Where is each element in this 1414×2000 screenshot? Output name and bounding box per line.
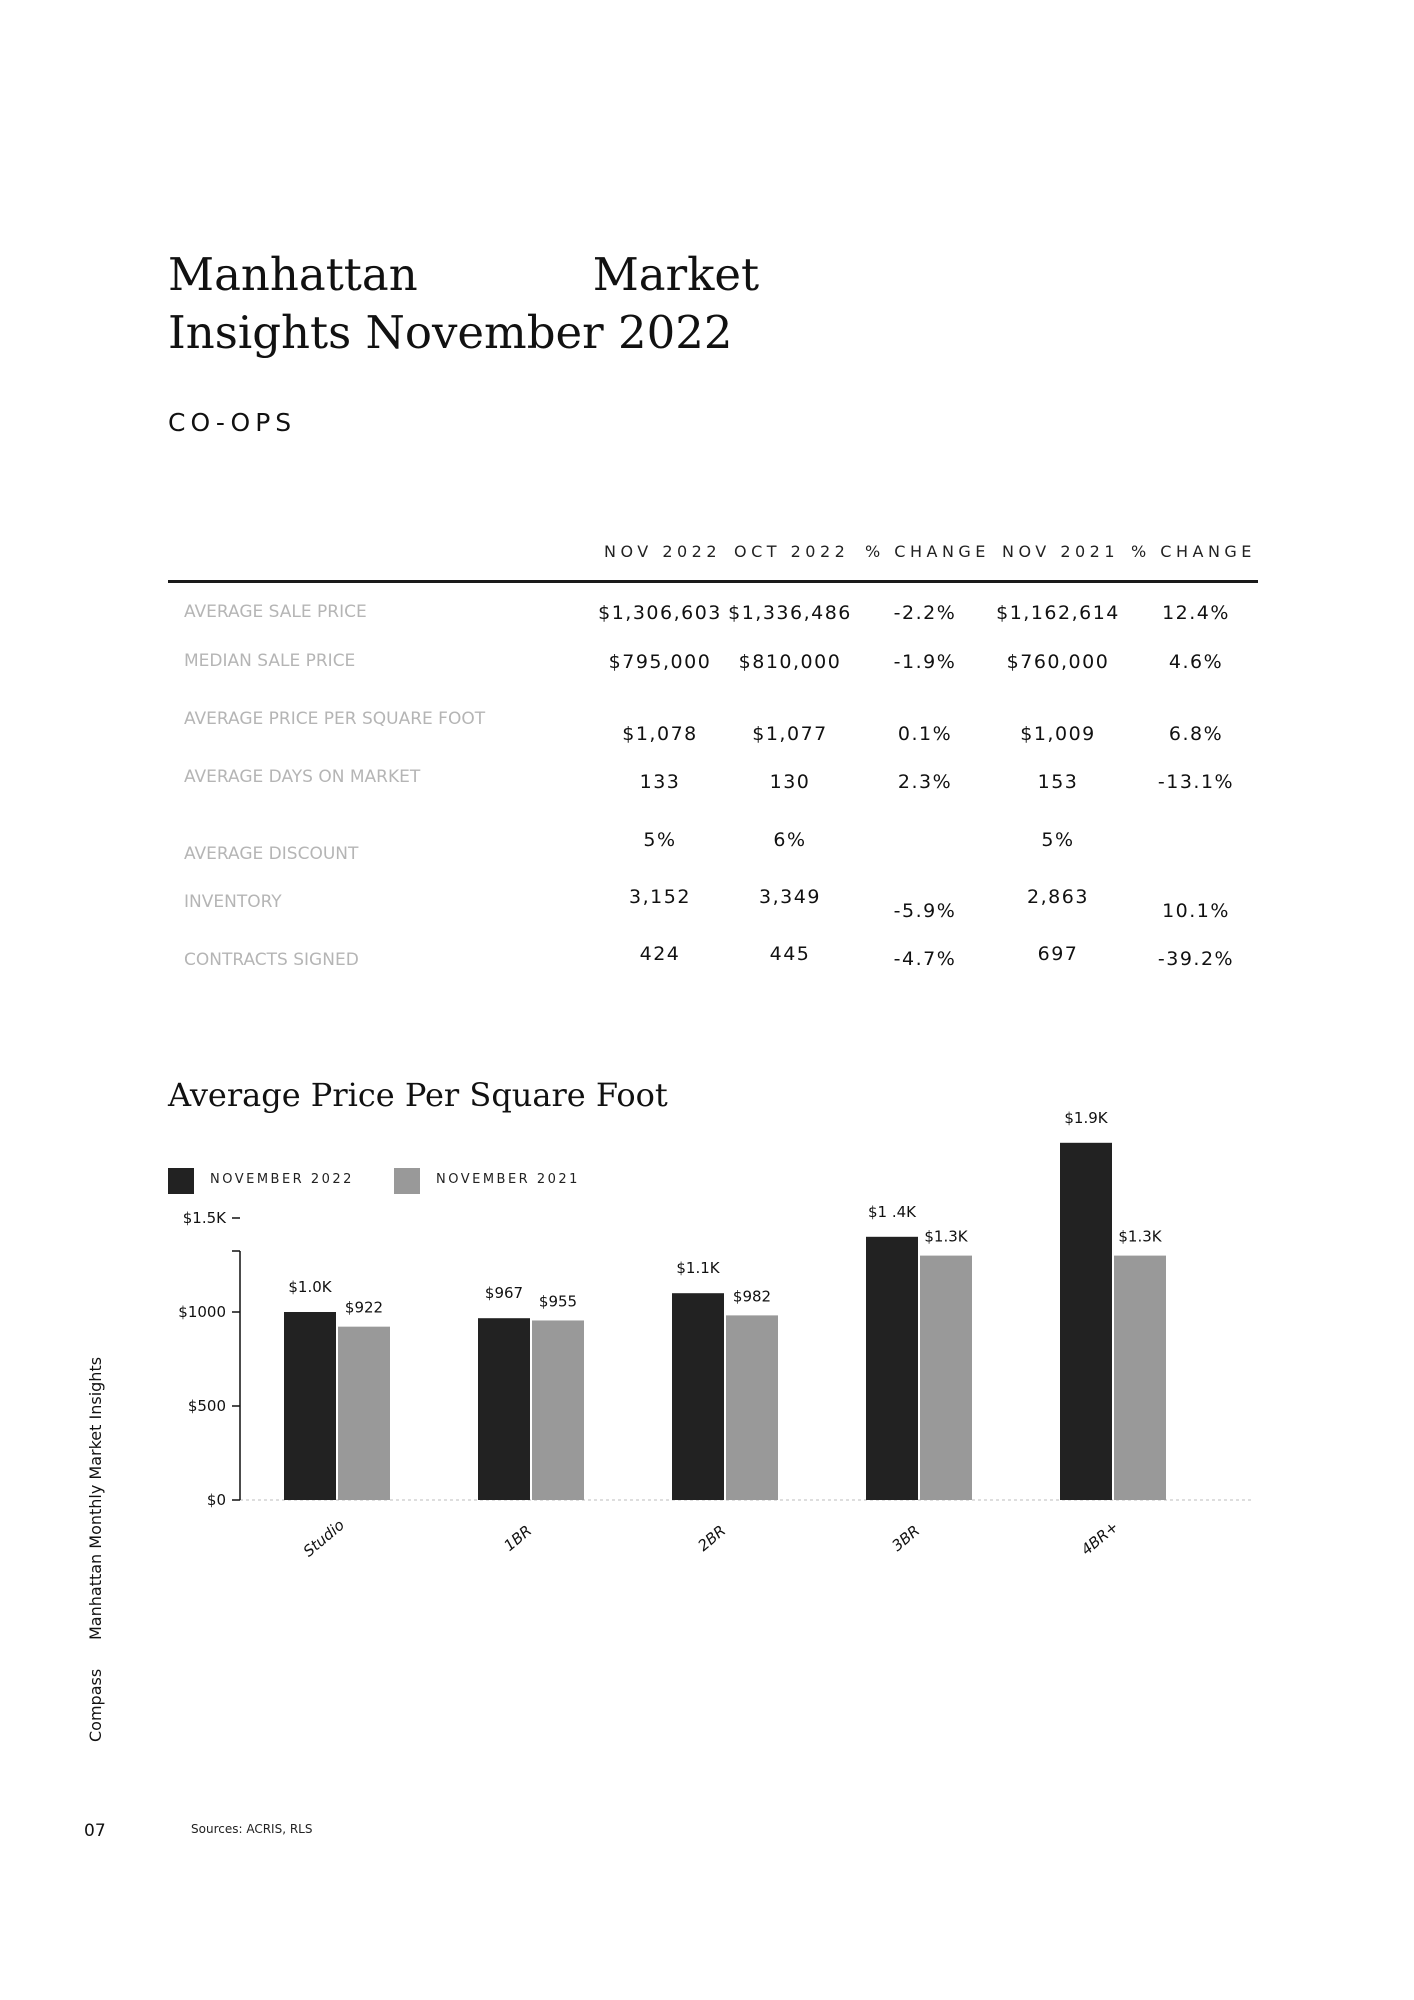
bar-value-label: $955 <box>538 1292 578 1311</box>
column-header-oct-2022: OCT 2022 <box>734 542 850 561</box>
chart-title: Average Price Per Square Foot <box>168 1076 668 1114</box>
bar-nov-2022 <box>478 1318 530 1500</box>
column-header-pct-change-monthly: % CHANGE <box>865 542 990 561</box>
bar-value-label: $1.3K <box>1118 1227 1162 1246</box>
table-cell: 6.8% <box>1168 723 1224 745</box>
bar-nov-2021 <box>338 1327 390 1500</box>
table-cell: $810,000 <box>738 651 842 673</box>
row-label: CONTRACTS SIGNED <box>184 950 359 970</box>
section-subtitle: CO-OPS <box>168 408 297 437</box>
table-cell: 6% <box>773 829 807 851</box>
bar-value-label: $1.3K <box>924 1227 968 1246</box>
table-cell: -1.9% <box>893 651 957 673</box>
bar-value-label: $1.1K <box>676 1259 720 1278</box>
table-header-divider <box>168 580 1258 583</box>
bar-value-label: $922 <box>344 1298 384 1317</box>
bar-nov-2021 <box>920 1256 972 1500</box>
legend-label-nov-2022: NOVEMBER 2022 <box>210 1172 354 1187</box>
sidebar-brand: Compass <box>86 1668 105 1742</box>
table-cell: $795,000 <box>608 651 712 673</box>
table-cell: 3,152 <box>629 886 691 908</box>
table-cell: $1,306,603 <box>598 602 722 624</box>
table-cell: 424 <box>639 943 681 965</box>
legend-label-nov-2021: NOVEMBER 2021 <box>436 1172 580 1187</box>
table-cell: -2.2% <box>893 602 957 624</box>
legend-swatch-nov-2022 <box>168 1168 194 1194</box>
row-label: AVERAGE DAYS ON MARKET <box>184 767 421 787</box>
table-cell: 4.6% <box>1168 651 1224 673</box>
table-cell: 133 <box>639 771 681 793</box>
bar-nov-2022 <box>1060 1143 1112 1500</box>
row-label: AVERAGE SALE PRICE <box>184 602 367 622</box>
x-category-label: 1BR <box>500 1521 536 1555</box>
x-category-label: 4BR+ <box>1077 1517 1122 1559</box>
row-label: AVERAGE PRICE PER SQUARE FOOT <box>184 709 486 729</box>
bar-nov-2022 <box>866 1237 918 1500</box>
y-tick-label: $1.5K <box>182 1209 226 1227</box>
bar-nov-2021 <box>726 1315 778 1500</box>
table-cell: 5% <box>1041 829 1075 851</box>
table-cell: 130 <box>769 771 811 793</box>
sources-note: Sources: ACRIS, RLS <box>191 1822 313 1836</box>
title-word-market: Market <box>592 248 760 301</box>
y-tick-label: $0 <box>206 1491 226 1509</box>
table-cell: 153 <box>1037 771 1079 793</box>
x-category-label: 2BR <box>694 1521 730 1555</box>
bar-value-label: $1.0K <box>288 1278 332 1296</box>
bar-nov-2021 <box>532 1320 584 1500</box>
table-cell: 0.1% <box>897 723 953 745</box>
y-tick-label: $1000 <box>178 1303 226 1321</box>
table-cell: 3,349 <box>759 886 821 908</box>
column-header-nov-2022: NOV 2022 <box>604 542 722 561</box>
row-label: INVENTORY <box>184 892 282 912</box>
page-number: 07 <box>84 1821 106 1841</box>
bar-value-label: $967 <box>484 1284 524 1303</box>
table-cell: 5% <box>643 829 677 851</box>
table-cell: -5.9% <box>893 900 957 922</box>
bar-value-label: $1.9K <box>1064 1108 1108 1127</box>
table-cell: $1,077 <box>752 723 828 745</box>
table-cell: 445 <box>769 943 811 965</box>
table-cell: -13.1% <box>1157 771 1235 793</box>
table-cell: 697 <box>1037 943 1079 965</box>
title-line-2: Insights November 2022 <box>168 306 733 359</box>
table-cell: -4.7% <box>893 948 957 970</box>
table-cell: 2.3% <box>897 771 953 793</box>
table-cell: 12.4% <box>1162 602 1230 624</box>
table-cell: 10.1% <box>1162 900 1230 922</box>
row-label: AVERAGE DISCOUNT <box>184 844 359 864</box>
column-header-pct-change-yearly: % CHANGE <box>1131 542 1256 561</box>
bar-value-label: $1 .4K <box>867 1202 917 1221</box>
legend-swatch-nov-2021 <box>394 1168 420 1194</box>
table-cell: -39.2% <box>1157 948 1235 970</box>
x-category-label: 3BR <box>888 1521 924 1555</box>
bar-nov-2021 <box>1114 1256 1166 1500</box>
table-cell: $1,336,486 <box>728 602 852 624</box>
title-word-manhattan: Manhattan <box>168 248 418 301</box>
table-cell: 2,863 <box>1027 886 1089 908</box>
bar-nov-2022 <box>284 1312 336 1500</box>
row-label: MEDIAN SALE PRICE <box>184 651 356 671</box>
x-category-label: Studio <box>299 1515 348 1561</box>
y-tick-label: $500 <box>187 1397 226 1415</box>
page-title <box>168 246 828 362</box>
bar-nov-2022 <box>672 1293 724 1500</box>
table-cell: $1,078 <box>622 723 698 745</box>
sidebar-publication-name: Manhattan Monthly Market Insights <box>86 1356 105 1640</box>
bar-value-label: $982 <box>732 1287 772 1306</box>
table-cell: $760,000 <box>1006 651 1110 673</box>
table-cell: $1,009 <box>1020 723 1096 745</box>
column-header-nov-2021: NOV 2021 <box>1002 542 1120 561</box>
table-cell: $1,162,614 <box>996 602 1120 624</box>
